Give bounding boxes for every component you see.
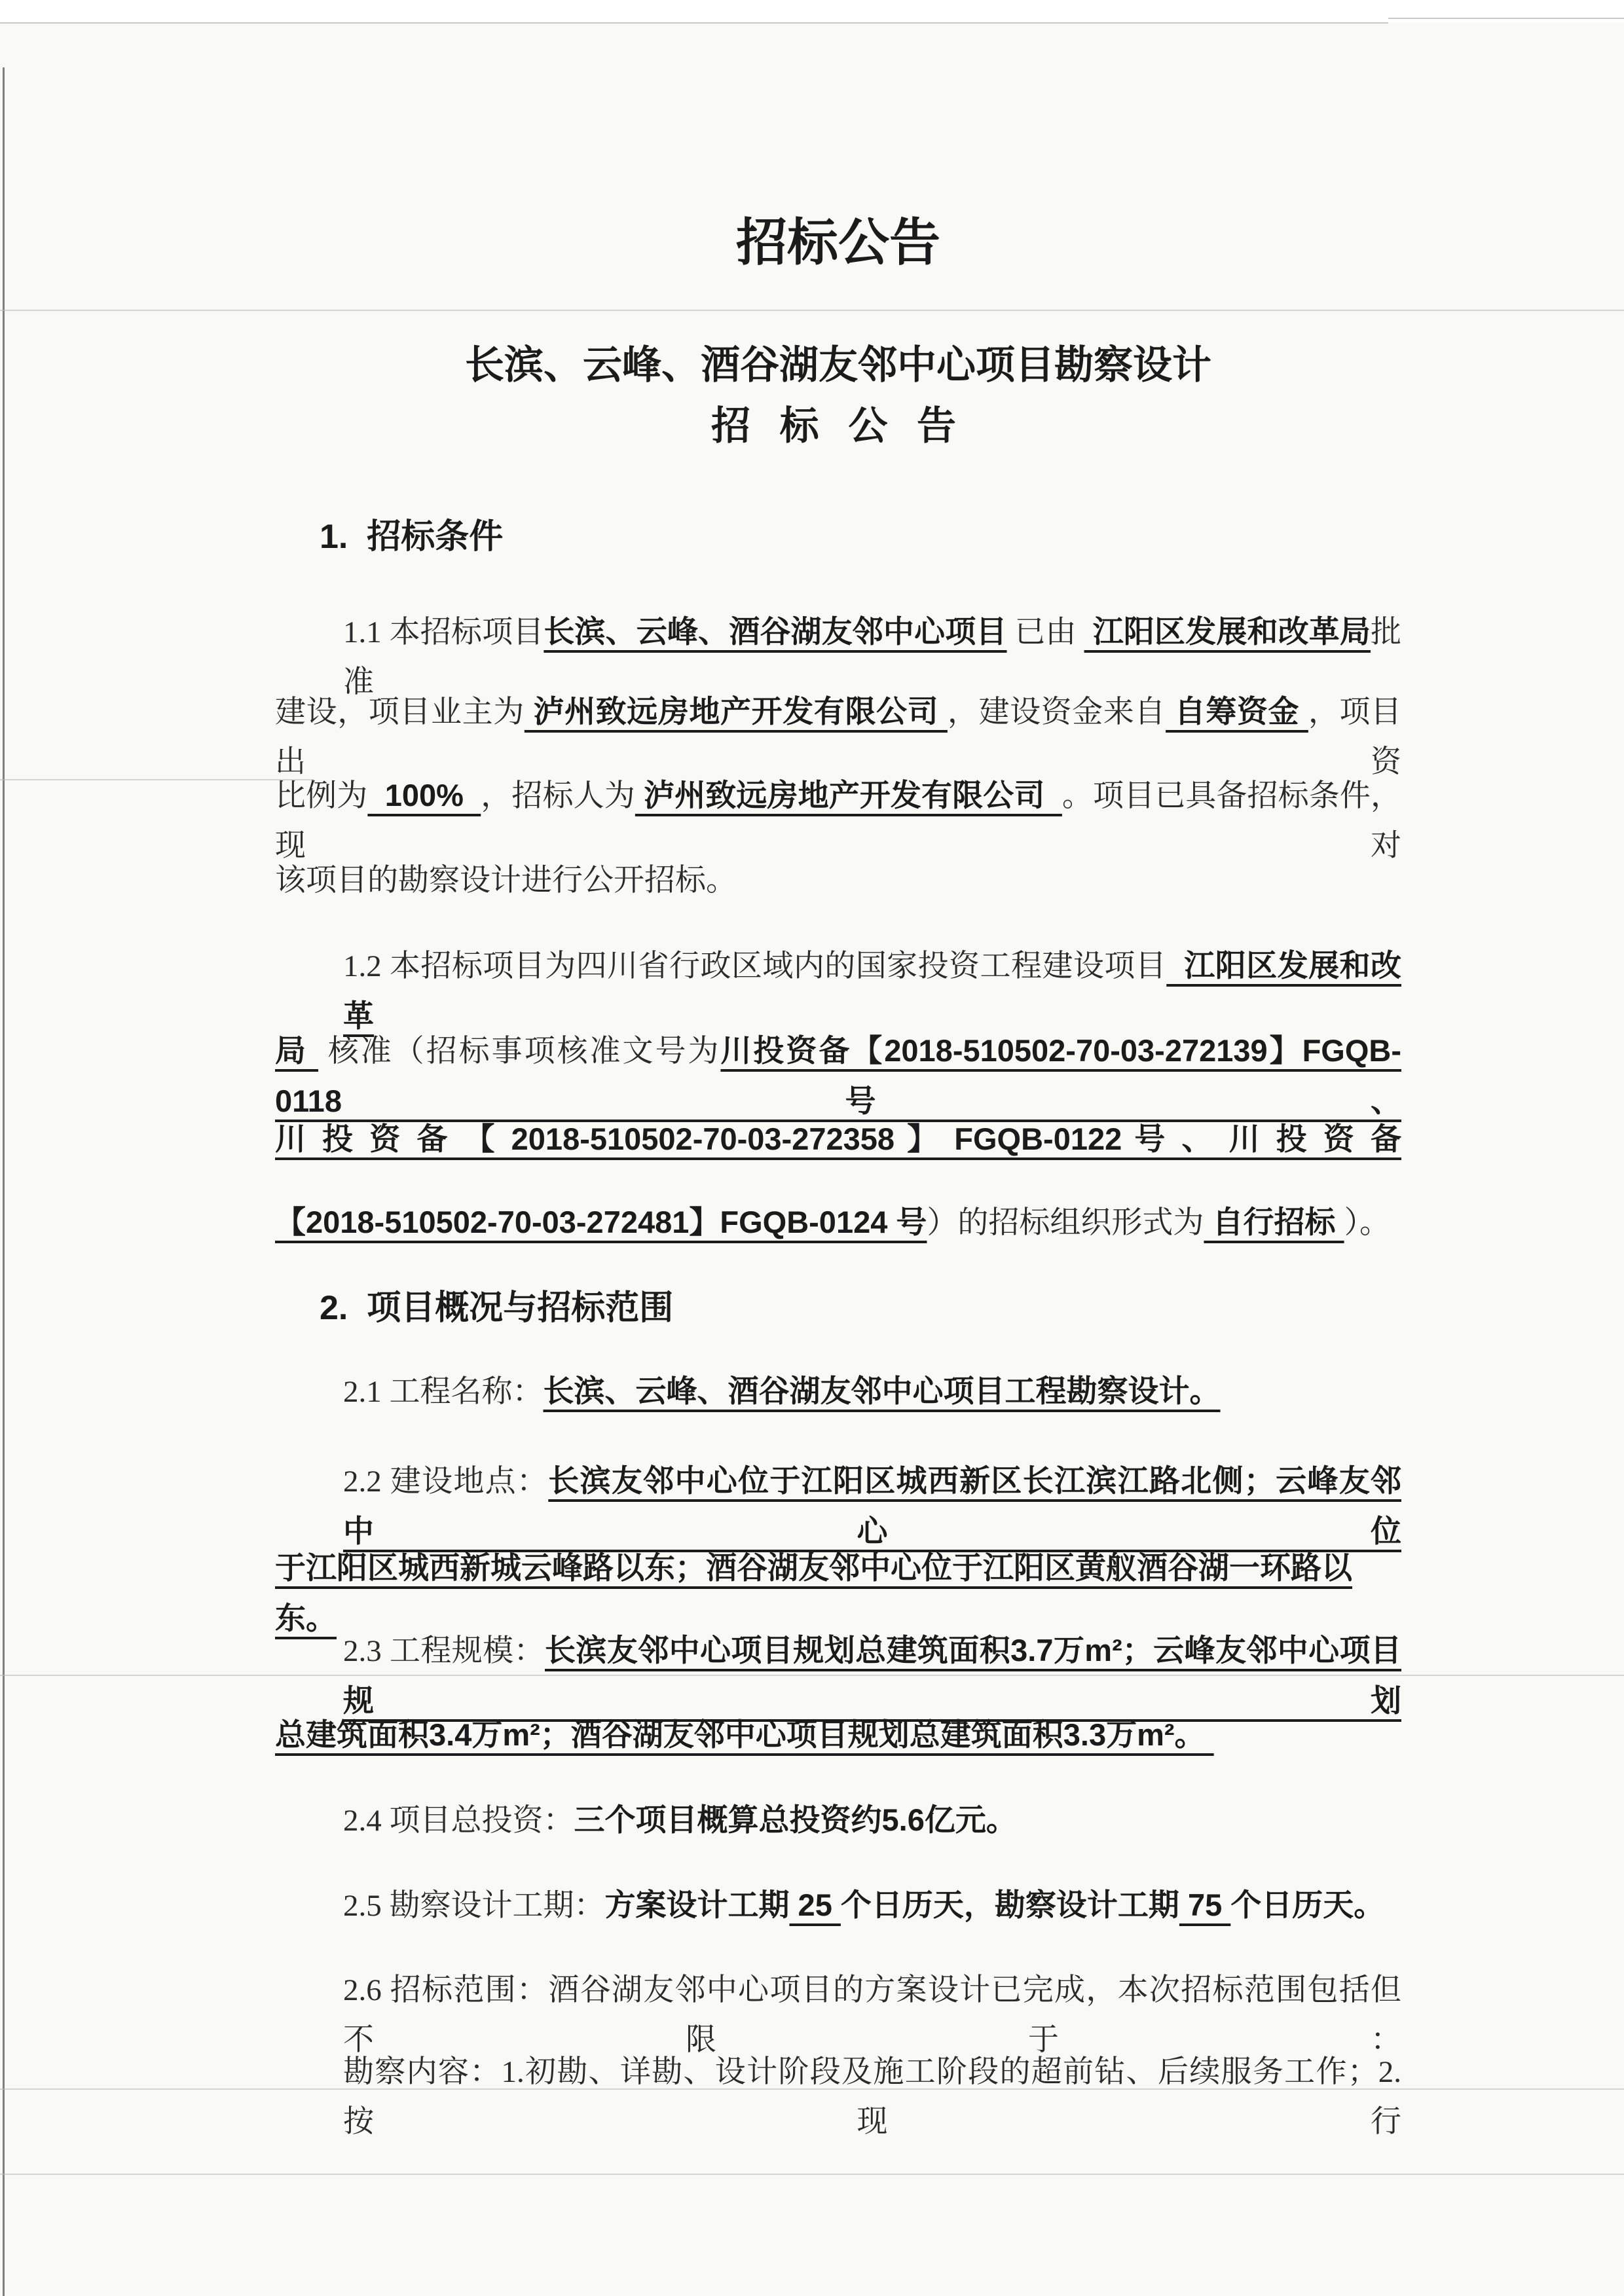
p2-2-line-1 <box>275 1456 1401 1557</box>
scan-top-margin <box>0 0 1624 22</box>
filled-in-underlined-text: 100% <box>367 778 481 812</box>
bold-text: 招 标 公 告 <box>710 404 965 448</box>
text-segment: 建设，项目业主为 <box>275 695 525 729</box>
p2-1-line-1 <box>275 1366 1401 1417</box>
paper-left-edge <box>3 67 5 2296</box>
filled-in-underlined-text: 自行招标 <box>1204 1205 1344 1239</box>
text-segment: 2.1 工程名称： <box>343 1375 544 1409</box>
section-2-heading <box>275 1282 1401 1334</box>
text-segment: 2.5 勘察设计工期： <box>343 1889 605 1923</box>
filled-in-underlined-text: 总建筑面积3.4万m²；酒谷湖友邻中心项目规划总建筑面积3.3万m²。 <box>275 1717 1214 1752</box>
doc-title <box>275 206 1401 279</box>
bold-text: 个日历天。 <box>1230 1887 1385 1922</box>
p1-2-line-3 <box>275 1114 1401 1165</box>
p2-5-line-1 <box>275 1880 1401 1931</box>
section-1-heading <box>275 511 1401 563</box>
filled-in-underlined-text: 长滨、云峰、酒谷湖友邻中心项目 <box>544 614 1007 649</box>
filled-in-underlined-text: 泸州致远房地产开发有限公司 <box>635 778 1062 812</box>
bold-text: 1. 招标条件 <box>320 518 504 556</box>
text-segment: 2.3 工程规模： <box>343 1634 545 1668</box>
bold-text: 个日历天，勘察设计工期 <box>840 1887 1179 1922</box>
filled-in-underlined-text: 江阳区发展和改革 <box>343 948 1401 1033</box>
text-segment: ）的招标组织形式为 <box>927 1206 1204 1240</box>
bold-text: 方案设计工期 <box>604 1887 790 1922</box>
filled-in-underlined-text: 25 <box>789 1887 841 1922</box>
filled-in-underlined-text: 长滨友邻中心项目规划总建筑面积3.7万m²；云峰友邻中心项目规划 <box>343 1633 1402 1718</box>
paper-top-edge <box>0 22 1388 24</box>
text-segment: 比例为 <box>275 779 368 813</box>
filled-in-underlined-text: 长滨友邻中心位于江阳区城西新区长江滨江路北侧；云峰友邻中心位 <box>343 1463 1401 1548</box>
paper-top-edge-step <box>1388 18 1624 19</box>
filled-in-underlined-text: 江阳区发展和改革局 <box>1084 614 1371 649</box>
text-segment: 已由 <box>1006 615 1084 649</box>
text-segment: 2.4 项目总投资： <box>343 1804 574 1838</box>
text-segment: ，项目出资 <box>275 695 1402 779</box>
p2-3-line-2 <box>275 1710 1401 1760</box>
text-segment: 2.6 招标范围：酒谷湖友邻中心项目的方案设计已完成，本次招标范围包括但不限于： <box>343 1973 1401 2057</box>
text-segment: ）。 <box>1344 1206 1391 1240</box>
p2-6-line-2 <box>275 2047 1401 2147</box>
bold-text: 长滨、云峰、酒谷湖友邻中心项目勘察设计 <box>465 343 1211 387</box>
p1-1-line-4 <box>275 856 1401 905</box>
bold-text: 三个项目概算总投资约5.6亿元。 <box>574 1802 1017 1837</box>
bold-text: 2. 项目概况与招标范围 <box>320 1289 674 1327</box>
filled-in-underlined-text: 75 <box>1179 1887 1231 1922</box>
text-segment: 1.2 本招标项目为四川省行政区域内的国家投资工程建设项目 <box>343 949 1167 983</box>
filled-in-underlined-text: 于江阳区城西新城云峰路以东；酒谷湖友邻中心位于江阳区黄舣酒谷湖一环路以东。 <box>275 1550 1352 1635</box>
filled-in-underlined-text: 自筹资金 <box>1166 694 1308 729</box>
filled-in-underlined-text: 长滨、云峰、酒谷湖友邻中心项目工程勘察设计。 <box>543 1374 1221 1408</box>
filled-in-underlined-text: 【2018-510502-70-03-272481】FGQB-0124 号 <box>275 1205 927 1239</box>
text-segment: 核准（招标事项核准文号为 <box>318 1034 721 1068</box>
filled-in-underlined-text: 局 <box>275 1033 319 1068</box>
text-segment: ，建设资金来自 <box>947 695 1166 729</box>
text-segment: 该项目的勘察设计进行公开招标。 <box>275 864 737 898</box>
filled-in-underlined-text: 川 投 资 备 【 2018-510502-70-03-272358 】 FGQB-0122 号 、 川 投 资 备 <box>275 1121 1401 1156</box>
text-segment: 勘察内容：1.初勘、详勘、设计阶段及施工阶段的超前钻、后续服务工作；2.按现行 <box>343 2055 1401 2139</box>
text-segment: 批准 <box>343 615 1402 699</box>
text-segment: 2.2 建设地点： <box>343 1465 549 1499</box>
scan-streak-5 <box>0 2174 1624 2175</box>
bold-text: 招标公告 <box>735 213 940 271</box>
subtitle-line-1 <box>275 337 1401 394</box>
scan-streak-1 <box>0 310 1624 311</box>
p1-2-line-2 <box>275 1026 1401 1127</box>
filled-in-underlined-text: 川投资备【2018-510502-70-03-272139】FGQB-0118 号、 <box>275 1033 1402 1118</box>
p2-4-line-1 <box>275 1795 1401 1846</box>
scan-streak-2 <box>0 779 314 780</box>
text-segment: 1.1 本招标项目 <box>343 615 544 649</box>
p1-2-line-4 <box>275 1197 1401 1248</box>
filled-in-underlined-text: 泸州致远房地产开发有限公司 <box>524 694 948 729</box>
subtitle-line-2 <box>275 397 1401 455</box>
text-segment: 。项目已具备招标条件，现对 <box>275 779 1402 863</box>
text-segment: ，招标人为 <box>481 779 635 813</box>
